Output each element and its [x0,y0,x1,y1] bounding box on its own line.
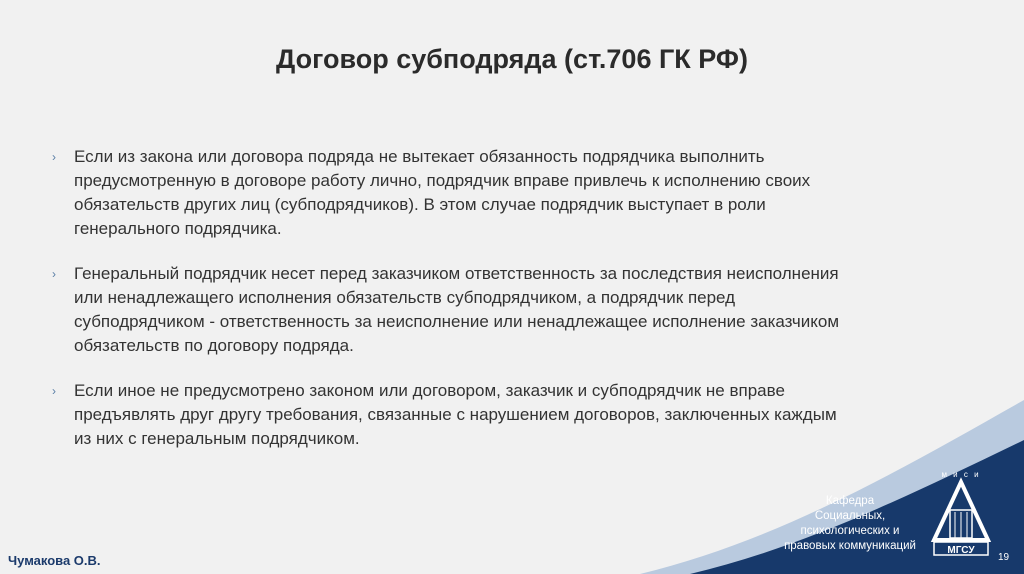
bullet-list [52,145,842,472]
bullet-arrow-icon: › [52,150,56,164]
bullet-text: Если иное не предусмотрено законом или договором, заказчик и субподрядчик не вправе предъявлять друг другу требования, связанные с нарушением договоров, заключенных каждым из них с генеральным подрядчиком. [74,381,837,448]
bullet-item [52,379,842,451]
department-line: Кафедра [825,495,875,507]
bullet-item [52,262,842,358]
university-logo [928,468,994,558]
logo-top-text: м и с и [941,470,981,479]
bullet-arrow-icon: › [52,384,56,398]
page-number: 19 [998,552,1010,563]
logo-bottom-text: МГСУ [947,545,975,556]
department-line: психологических и [800,525,900,537]
bullet-arrow-icon: › [52,267,56,281]
department-line: Социальных, [814,510,886,522]
department-line: правовых коммуникаций [784,540,916,552]
bullet-text: Если из закона или договора подряда не вытекает обязанность подрядчика выполнить предусмотренную в договоре работу лично, подрядчик вправе привлечь к исполнению своих обязательств других лиц (субподрядчиков). В этом случае подрядчик выступает в роли генерального подрядчика. [74,147,811,238]
bullet-item [52,145,842,241]
department-label [770,494,930,554]
bullet-text: Генеральный подрядчик несет перед заказчиком ответственность за последствия неисполнения или ненадлежащего исполнения обязательств субподрядчиком, а подрядчик перед субподрядчиком - ответственность за неисполнение или ненадлежащее исполнение заказчиком обязательств по договору подряда. [74,264,840,355]
author-name: Чумакова О.В. [8,553,101,568]
slide-title: Договор субподряда (ст.706 ГК РФ) [276,44,748,74]
